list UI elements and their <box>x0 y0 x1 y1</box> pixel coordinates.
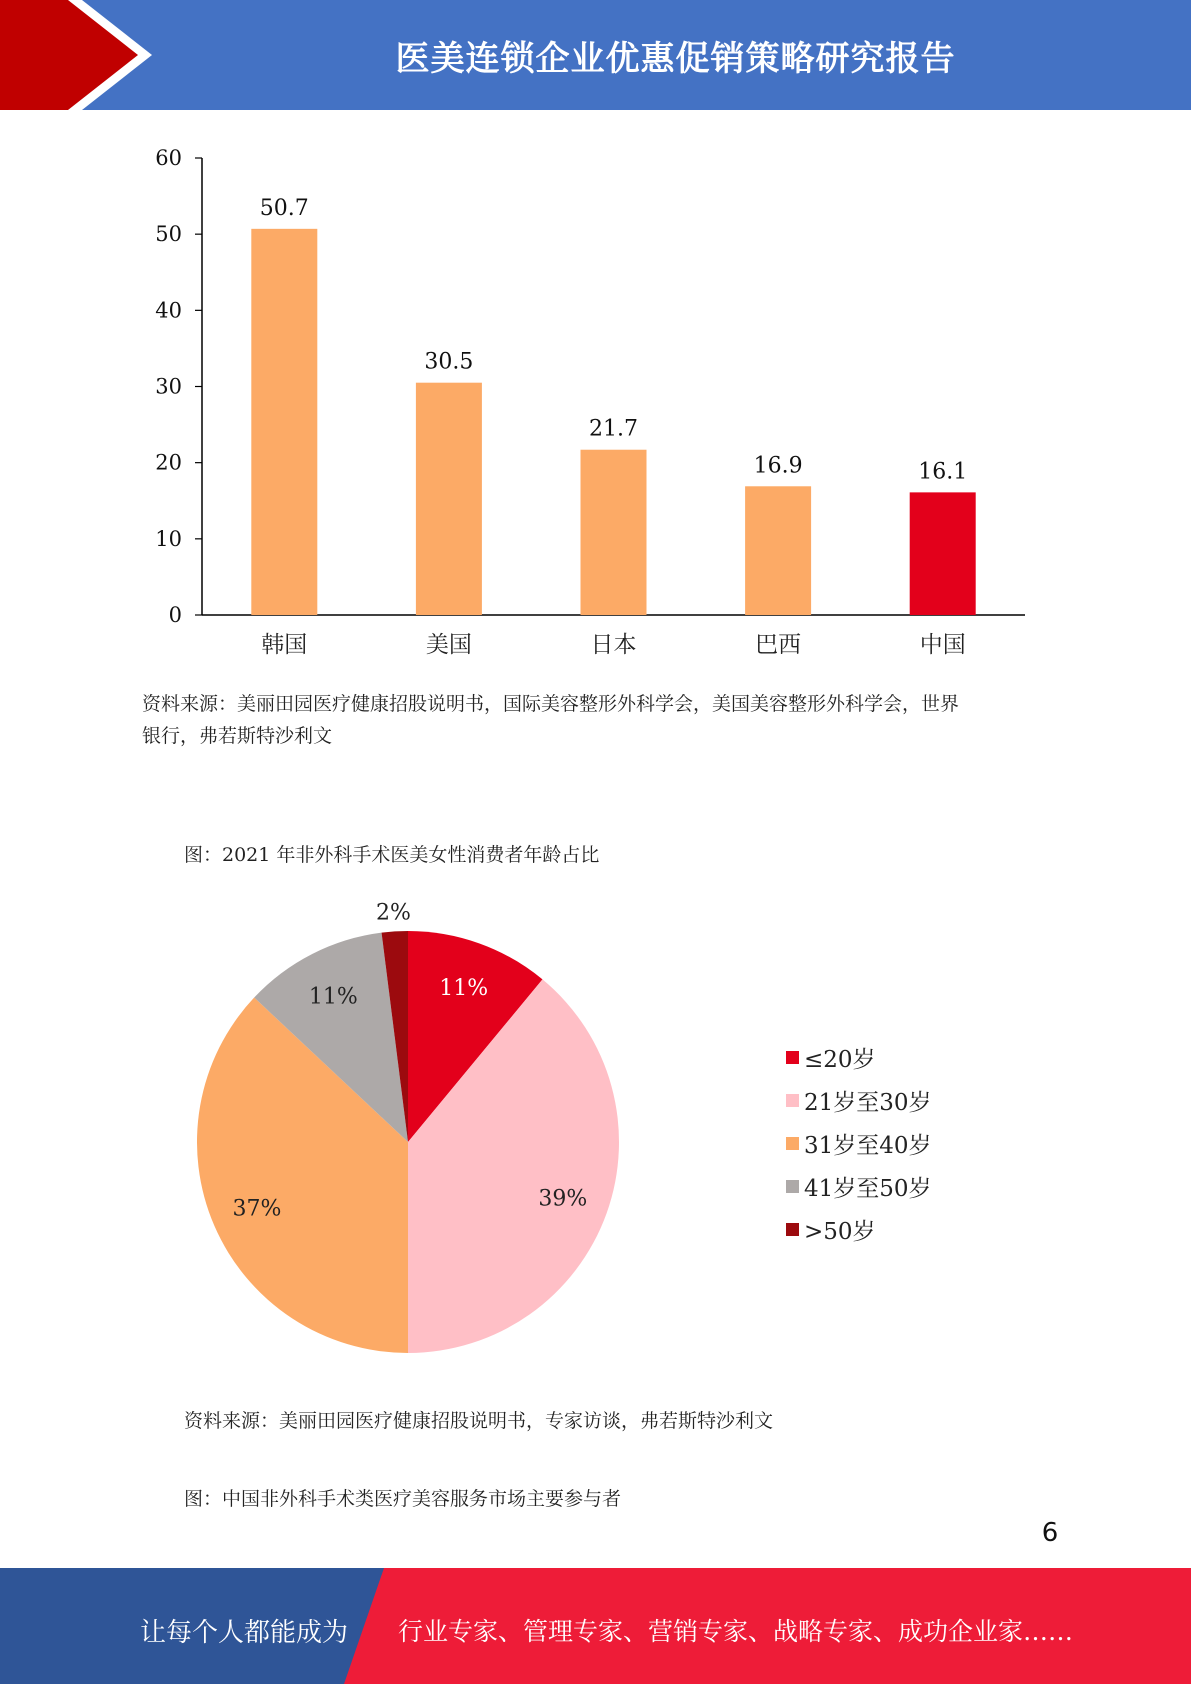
legend-swatch <box>786 1180 799 1193</box>
y-tick-label: 10 <box>155 526 182 551</box>
bar-data-label: 30.5 <box>424 349 474 375</box>
bar-data-label: 16.9 <box>753 453 803 479</box>
pie-value-label: 2% <box>376 900 411 926</box>
bar-data-label: 50.7 <box>259 195 309 221</box>
bar-data-label: 16.1 <box>918 459 968 485</box>
bar <box>251 229 317 615</box>
y-tick-label: 30 <box>155 374 182 399</box>
bar <box>416 383 482 615</box>
bar <box>745 486 811 615</box>
pie-value-label: 11% <box>308 984 358 1010</box>
legend-label: >50岁 <box>804 1219 876 1245</box>
bar-data-label: 21.7 <box>589 416 638 442</box>
legend-label: ≤20岁 <box>804 1047 876 1073</box>
y-tick-label: 0 <box>168 603 182 627</box>
legend-swatch <box>786 1223 799 1236</box>
legend-label: 21岁至30岁 <box>804 1090 932 1116</box>
figure-caption-2: 图：2021 年非外科手术医美女性消费者年龄占比 <box>184 844 600 866</box>
pie-value-label: 39% <box>538 1186 588 1212</box>
legend-swatch <box>786 1137 799 1150</box>
legend-label: 31岁至40岁 <box>804 1133 932 1159</box>
x-category-label: 韩国 <box>261 632 308 658</box>
y-tick-label: 50 <box>155 222 182 247</box>
footer-slogan-right: 行业专家、管理专家、营销专家、战略专家、成功企业家…… <box>398 1617 1074 1646</box>
x-category-label: 日本 <box>590 632 637 658</box>
header-title: 医美连锁企业优惠促销策略研究报告 <box>395 38 956 79</box>
legend-swatch <box>786 1051 799 1064</box>
y-tick-label: 40 <box>155 298 182 323</box>
page-number: 6 <box>1041 1518 1059 1548</box>
pie-chart <box>0 880 1191 1370</box>
x-category-label: 美国 <box>425 632 472 658</box>
legend-swatch <box>786 1094 799 1107</box>
y-tick-label: 60 <box>155 146 182 170</box>
source-note-1-line-2: 银行，弗若斯特沙利文 <box>142 725 333 747</box>
x-category-label: 中国 <box>919 632 966 658</box>
pie-value-label: 11% <box>439 976 489 1002</box>
figure-caption-3: 图：中国非外科手术类医疗美容服务市场主要参与者 <box>184 1488 622 1510</box>
legend-label: 41岁至50岁 <box>804 1176 932 1202</box>
pie-value-label: 37% <box>232 1196 282 1222</box>
source-note-2: 资料来源：美丽田园医疗健康招股说明书，专家访谈，弗若斯特沙利文 <box>184 1410 774 1432</box>
source-note-1-line-1: 资料来源：美丽田园医疗健康招股说明书，国际美容整形外科学会，美国美容整形外科学会，世界 <box>142 693 960 715</box>
bar <box>910 492 976 615</box>
footer-slogan-left: 让每个人都能成为 <box>140 1618 349 1648</box>
bar-chart <box>0 130 1191 670</box>
page-header <box>0 0 1191 110</box>
bar <box>581 450 647 615</box>
source-note-1 <box>142 688 1062 752</box>
y-tick-label: 20 <box>155 450 182 475</box>
x-category-label: 巴西 <box>755 632 802 658</box>
